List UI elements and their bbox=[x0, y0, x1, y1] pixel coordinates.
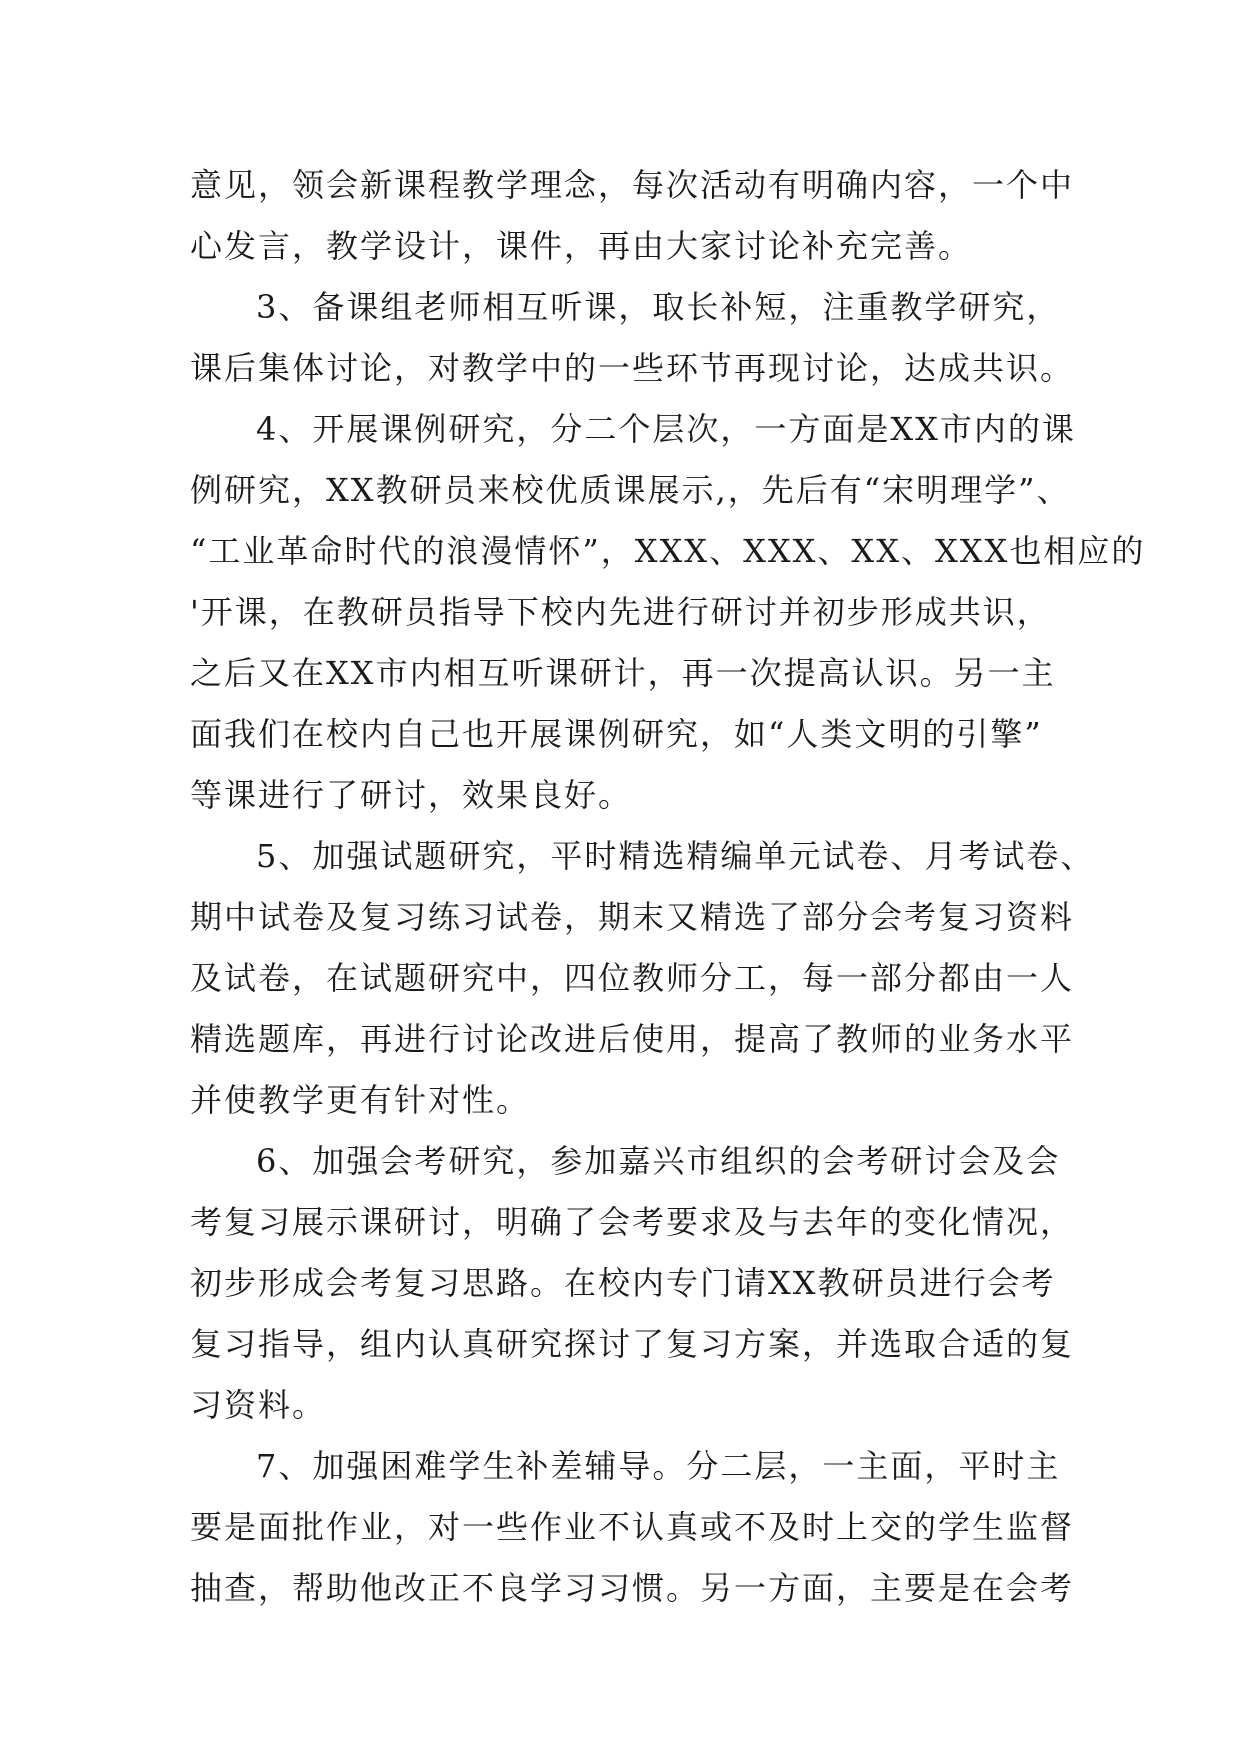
text-line: 面我们在校内自己也开展课例研究，如“人类文明的引擎” bbox=[190, 715, 1043, 753]
document-body bbox=[190, 155, 1146, 1619]
text-line: 等课进行了研讨，效果良好。 bbox=[190, 776, 633, 814]
paragraph-4-start: 4、开展课例研究，分二个层次，一方面是XX市内的课 bbox=[256, 410, 1076, 448]
text-line: 考复习展示课研讨，明确了会考要求及与去年的变化情况， bbox=[190, 1203, 1075, 1241]
text-line: 例研究，XX教研员来校优质课展示,，先后有“宋明理学”、 bbox=[190, 471, 1071, 509]
text-line: 期中试卷及复习练习试卷，期末又精选了部分会考复习资料 bbox=[190, 898, 1075, 936]
text-line: 并使教学更有针对性。 bbox=[190, 1081, 531, 1119]
paragraph-5-start: 5、加强试题研究，平时精选精编单元试卷、月考试卷、 bbox=[256, 837, 1095, 875]
text-line: 之后又在XX市内相互听课研计，再一次提高认识。另一主 bbox=[190, 654, 1056, 692]
text-line: 习资料。 bbox=[190, 1386, 327, 1424]
text-line: 课后集体讨论，对教学中的一些环节再现讨论，达成共识。 bbox=[190, 349, 1075, 387]
text-line: 心发言，教学设计，课件，再由大家讨论补充完善。 bbox=[190, 227, 973, 265]
text-line: 及试卷，在试题研究中，四位教师分工，每一部分都由一人 bbox=[190, 959, 1075, 997]
text-line: '开课，在教研员指导下校内先进行研讨并初步形成共识， bbox=[190, 593, 1051, 631]
text-line: “工业革命时代的浪漫情怀”，XXX、XXX、XX、XXX也相应的 bbox=[190, 532, 1146, 570]
text-line: 意见，领会新课程教学理念，每次活动有明确内容，一个中 bbox=[190, 166, 1075, 204]
text-line: 要是面批作业，对一些作业不认真或不及时上交的学生监督 bbox=[190, 1508, 1075, 1546]
paragraph-6-start: 6、加强会考研究，参加嘉兴市组织的会考研讨会及会 bbox=[256, 1142, 1061, 1180]
paragraph-7-start: 7、加强困难学生补差辅导。分二层，一主面，平时主 bbox=[256, 1447, 1061, 1485]
paragraph-3-start: 3、备课组老师相互听课，取长补短，注重教学研究， bbox=[256, 288, 1061, 326]
text-line: 复习指导，组内认真研究探讨了复习方案，并选取合适的复 bbox=[190, 1325, 1075, 1363]
text-line: 精选题库，再进行讨论改进后使用，提高了教师的业务水平 bbox=[190, 1020, 1075, 1058]
text-line: 抽查，帮助他改正不良学习习惯。另一方面，主要是在会考 bbox=[190, 1569, 1075, 1607]
text-line: 初步形成会考复习思路。在校内专门请XX教研员进行会考 bbox=[190, 1264, 1056, 1302]
